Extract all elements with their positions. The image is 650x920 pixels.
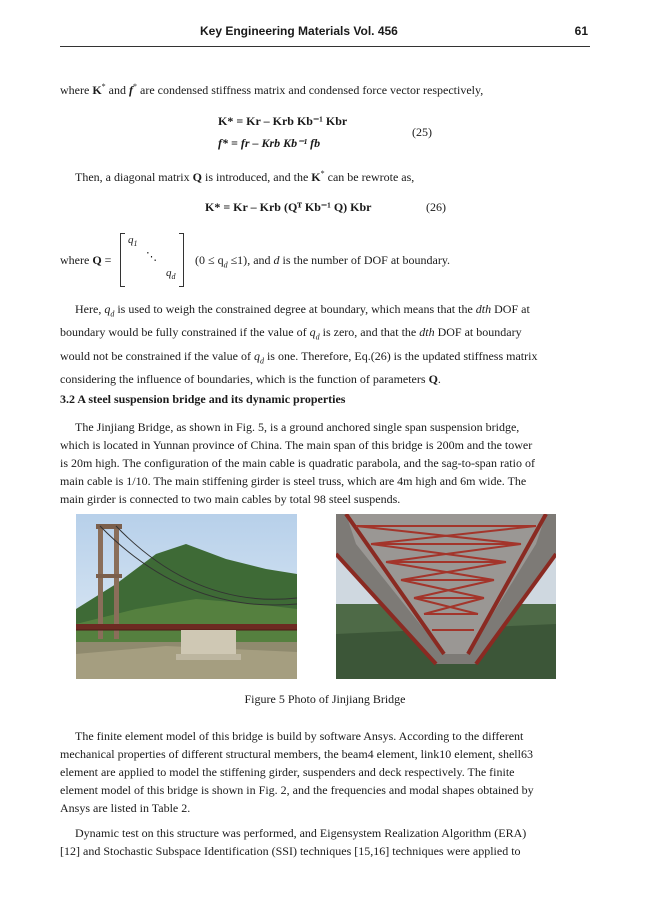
- paragraph-here-qd: Here, $q_d$ is used to weigh the constrained degree at boundary, which means that the dth DOF at boundary would be fully constrained if the value of $q_d$ is zero, and that the dth DOF at boundary would not be constrained if the value of $q_d$ is one. Therefore, Eq.(26) is the updated stiffness matrix considering the influence of boundaries, which is the function of parameters Q.: [60, 302, 538, 387]
- paragraph-finite-element-model: The finite element model of this bridge is build by software Ansys. According to the different mechanical properties of different structural members, the beam4 element, link10 element, shell63 element are applied to model the stiffening girder, suspenders and deck respectively. The finite element model of this bridge is shown in Fig. 2, and the frequencies and modal shapes obtained by Ansys are listed in Table 2.: [60, 729, 534, 815]
- figure-caption: Figure 5 Photo of Jinjiang Bridge: [244, 692, 406, 706]
- photo-bridge-overview: [76, 514, 297, 679]
- paragraph-where-condensed: where K* and f* are condensed stiffness matrix and condensed force vector respectively,: [60, 82, 484, 97]
- running-header: [60, 24, 590, 47]
- equation-26: K* = Kr – Krb (Qᵀ Kb⁻¹ Q) Kbr: [205, 200, 372, 214]
- photo-bridge-underside: [336, 514, 556, 679]
- matrix-right-bracket: [179, 233, 184, 287]
- equation-26-number: (26): [426, 200, 446, 214]
- bridge-overview-illustration: [76, 514, 297, 679]
- matrix-left-bracket: [120, 233, 125, 287]
- where-q-range: $(0 \le q_d \le 1)$, and d is the number of DOF at boundary.: [195, 253, 451, 270]
- bridge-truss-illustration: [336, 514, 556, 679]
- matrix-dots: ⋱: [146, 251, 157, 263]
- matrix-qd: $q_d$: [166, 267, 176, 282]
- paragraph-bridge-description: The Jinjiang Bridge, as shown in Fig. 5, is a ground anchored single span suspension bridge, which is located in Yunnan province of China. The main span of this bridge is 200m and the tower is 20m high. The configuration of the main cable is quadratic parabola, and the sag-to-span ratio of main cable is 1/10. The main stiffening girder is steel truss, which are 4m high and 6m wide. The main girder is connected to two main cables by total 98 steel suspends.: [60, 420, 535, 506]
- paragraph-dynamic-test: Dynamic test on this structure was performed, and Eigensystem Realization Algorithm (ERA) [12] and Stochastic Subspace Identification (SSI) techniques [15,16] techniques were applied to: [60, 826, 527, 858]
- where-q-label: where Q =: [60, 253, 112, 267]
- section-heading: 3.2 A steel suspension bridge and its dynamic properties: [60, 392, 346, 406]
- journal-title: Key Engineering Materials Vol. 456: [200, 24, 398, 38]
- equation-25-line2: f* = fr – Krb Kb⁻¹ fb: [218, 136, 321, 150]
- equation-25-number: (25): [412, 125, 432, 139]
- matrix-q1: $q_1$: [128, 234, 138, 249]
- page-number: 61: [574, 24, 588, 38]
- diagonal-matrix-q: [120, 233, 184, 285]
- equation-25-line1: K* = Kr – Krb Kb⁻¹ Kbr: [218, 114, 348, 128]
- paragraph-diagonal-matrix: Then, a diagonal matrix Q is introduced, and the K* can be rewrote as,: [75, 169, 415, 184]
